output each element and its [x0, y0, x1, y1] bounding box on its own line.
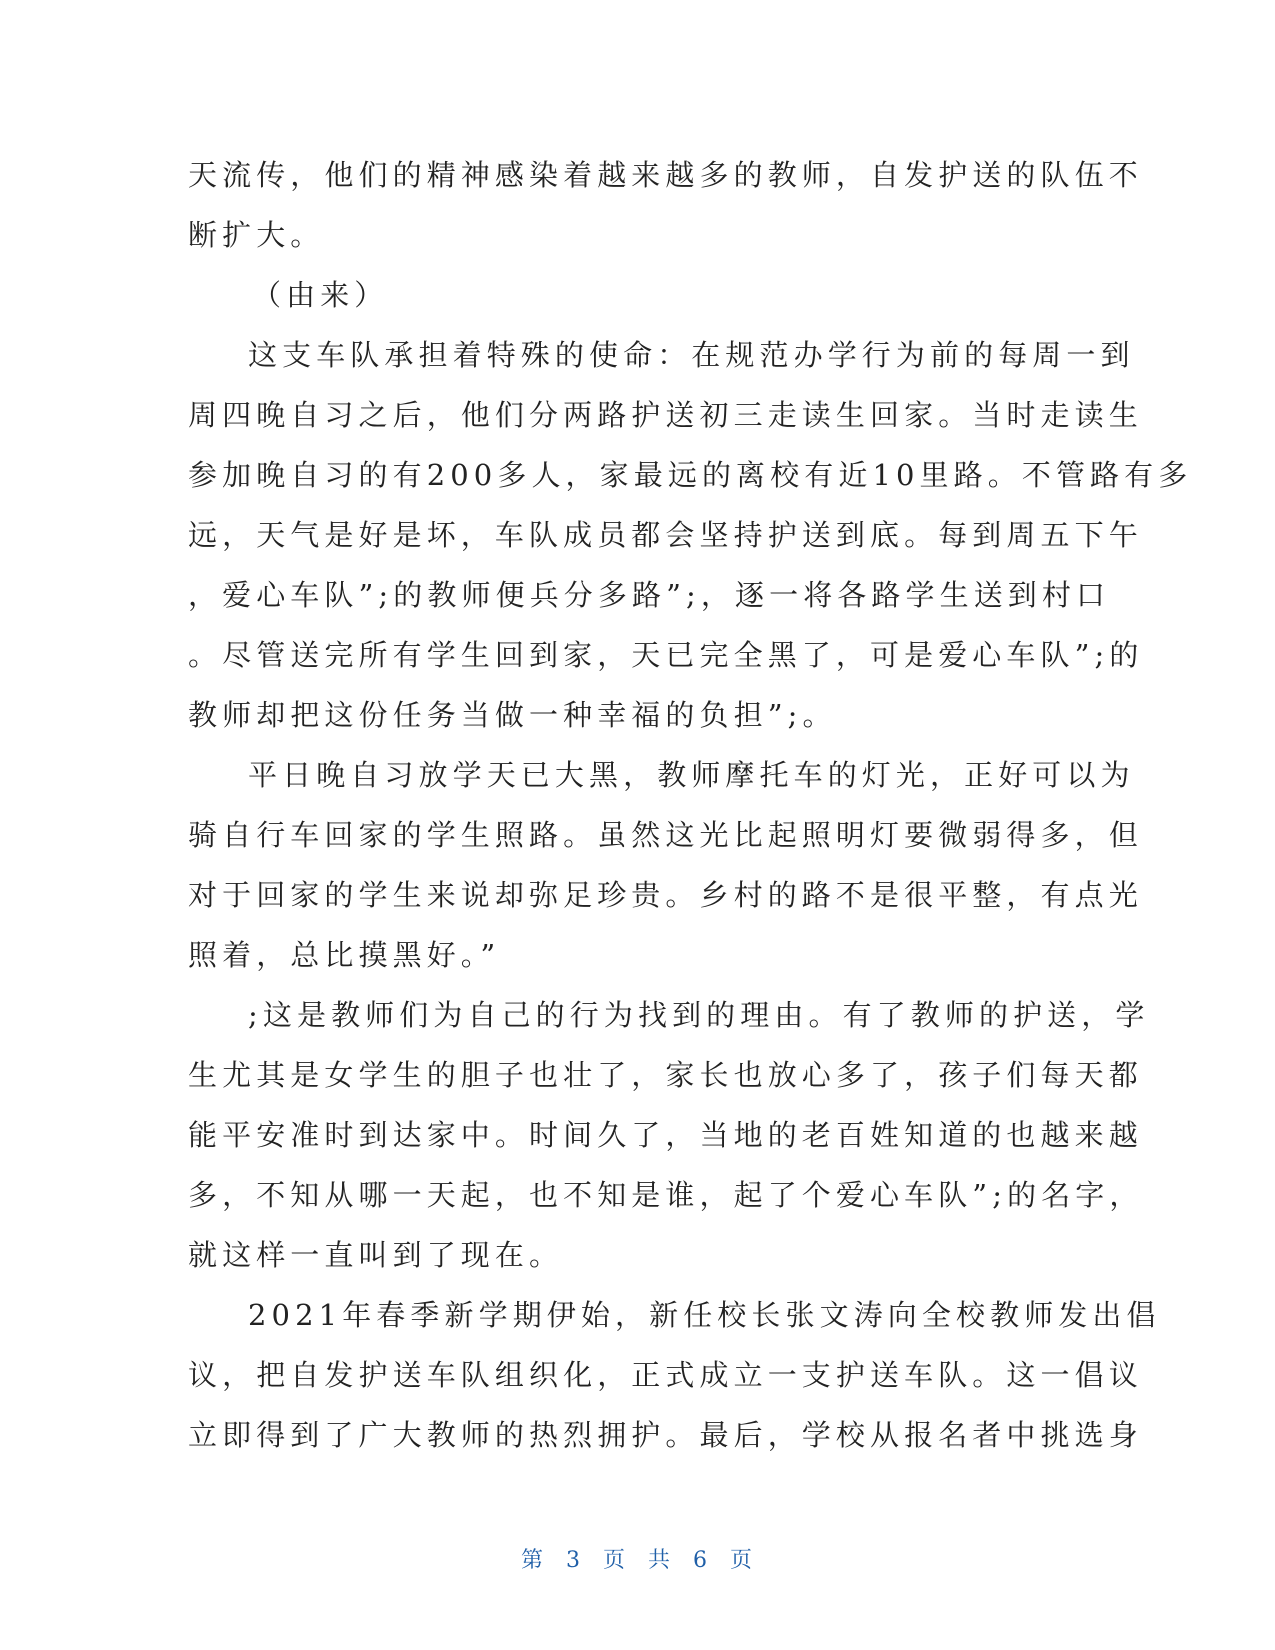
text-line: ，爱心车队”;的教师便兵分多路”;，逐一将各路学生送到村口: [188, 578, 1111, 612]
document-body: [188, 145, 1193, 1465]
text-line: 。尽管送完所有学生回到家，天已完全黑了，可是爱心车队”;的: [188, 638, 1144, 672]
text-line: 这支车队承担着特殊的使命：在规范办学行为前的每周一到: [248, 338, 1135, 372]
page-label: 页: [602, 1548, 627, 1573]
text-line: 对于回家的学生来说却弥足珍贵。乡村的路不是很平整，有点光: [188, 878, 1143, 912]
text-line: 断扩大。: [188, 218, 325, 252]
text-line: 教师却把这份任务当做一种幸福的负担”;。: [188, 698, 837, 732]
total-prefix: 共: [648, 1548, 673, 1573]
total-label: 页: [730, 1548, 755, 1573]
page-number: 3: [565, 1548, 582, 1573]
page-prefix: 第: [520, 1548, 545, 1573]
text-line: 远，天气是好是坏，车队成员都会坚持护送到底。每到周五下午: [188, 518, 1143, 552]
text-line: 生尤其是女学生的胆子也壮了，家长也放心多了，孩子们每天都: [188, 1058, 1143, 1092]
text-line: 参加晚自习的有200多人，家最远的离校有近10里路。不管路有多: [188, 458, 1193, 492]
text-line: 立即得到了广大教师的热烈拥护。最后，学校从报名者中挑选身: [188, 1418, 1143, 1452]
text-line: 能平安准时到达家中。时间久了，当地的老百姓知道的也越来越: [188, 1118, 1143, 1152]
text-line: 议，把自发护送车队组织化，正式成立一支护送车队。这一倡议: [188, 1358, 1143, 1392]
text-line: 平日晚自习放学天已大黑，教师摩托车的灯光，正好可以为: [248, 758, 1135, 792]
text-line: 周四晚自习之后，他们分两路护送初三走读生回家。当时走读生: [188, 398, 1143, 432]
text-line: 多，不知从哪一天起，也不知是谁，起了个爱心车队”;的名字，: [188, 1178, 1144, 1212]
text-line: 2021年春季新学期伊始，新任校长张文涛向全校教师发出倡: [248, 1298, 1161, 1332]
section-heading: （由来）: [252, 278, 389, 312]
text-line: 照着，总比摸黑好。”: [188, 938, 501, 972]
text-line: 就这样一直叫到了现在。: [188, 1238, 564, 1272]
page-footer: [0, 1543, 1275, 1574]
text-line: 骑自行车回家的学生照路。虽然这光比起照明灯要微弱得多，但: [188, 818, 1143, 852]
total-pages: 6: [693, 1548, 710, 1573]
text-line: 天流传，他们的精神感染着越来越多的教师，自发护送的队伍不: [188, 158, 1143, 192]
text-line: ;这是教师们为自己的行为找到的理由。有了教师的护送，学: [248, 998, 1150, 1032]
